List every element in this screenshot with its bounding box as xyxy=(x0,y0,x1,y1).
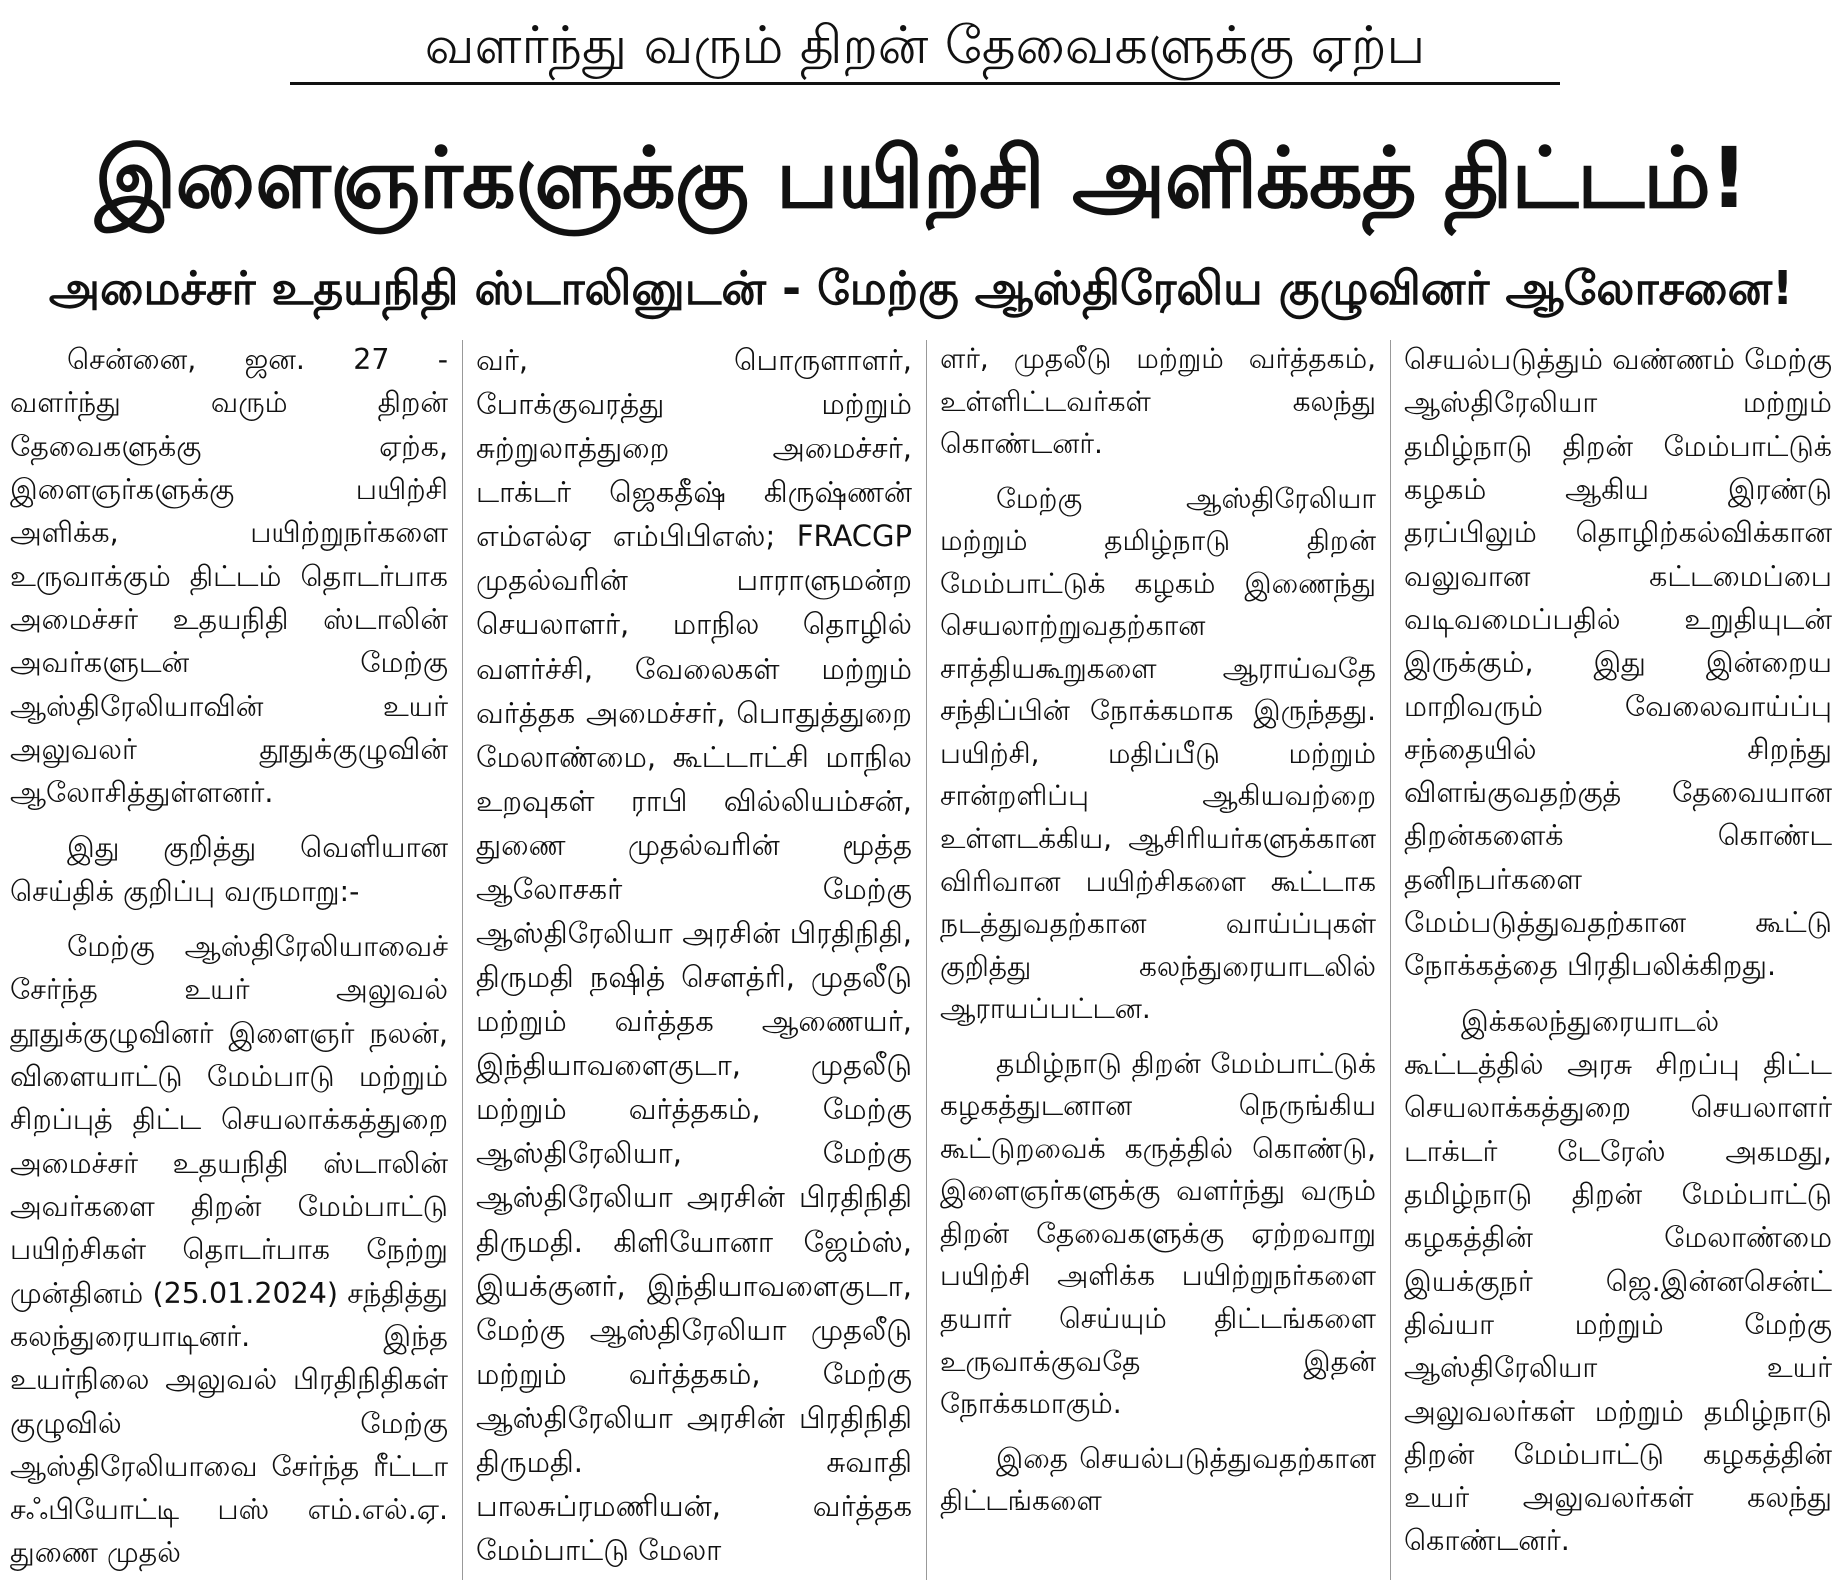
paragraph: தமிழ்நாடு திறன் மேம்பாட்டுக் கழகத்துடனான நெருங்கிய கூட்டுறவைக் கருத்தில் கொண்டு, இளைஞர்களுக்கு வளர்ந்து வரும் திறன் தேவைகளுக்கு ஏற்றவாறு பயிற்சி அளிக்க பயிற்றுநர்களை தயார் செய்யும் திட்டங்களை உருவாக்குவதே இதன் நோக்கமாகும். xyxy=(940,1046,1376,1421)
article-column-3 xyxy=(940,338,1376,1588)
column-divider xyxy=(462,340,463,1580)
headline: இளைஞர்களுக்கு பயிற்சி அளிக்கத் திட்டம்! xyxy=(94,129,1748,227)
article-column-4 xyxy=(1404,338,1832,1588)
paragraph: மேற்கு ஆஸ்திரேலியாவைச் சேர்ந்த உயர் அலுவல் தூதுக்குழுவினர் இளைஞர் நலன், விளையாட்டு மேம்பாடு மற்றும் சிறப்புத் திட்ட செயலாக்கத்துறை அமைச்சர் உதயநிதி ஸ்டாலின் அவர்களை திறன் மேம்பாட்டு பயிற்சிகள் தொடர்பாக நேற்று முன்தினம் (25.01.2024) சந்தித்து கலந்துரையாடினர். இந்த உயர்நிலை அலுவல் பிரதிநிதிகள் குழுவில் மேற்கு ஆஸ்திரேலியாவை சேர்ந்த ரீட்டா சஃபியோட்டி பஸ் எம்.எல்.ஏ. துணை முதல் xyxy=(10,930,448,1570)
paragraph: ளர், முதலீடு மற்றும் வர்த்தகம், உள்ளிட்டவர்கள் கலந்து கொண்டனர். xyxy=(940,342,1376,461)
article-column-1 xyxy=(10,338,448,1588)
column-divider xyxy=(926,340,927,1580)
subheadline: அமைச்சர் உதயநிதி ஸ்டாலினுடன் - மேற்கு ஆஸ்திரேலிய குழுவினர் ஆலோசனை! xyxy=(48,261,1794,315)
paragraph: இது குறித்து வெளியான செய்திக் குறிப்பு வருமாறு:- xyxy=(10,831,448,908)
paragraph: வர், பொருளாளர், போக்குவரத்து மற்றும் சுற்றுலாத்துறை அமைச்சர், டாக்டர் ஜெகதீஷ் கிருஷ்ணன் எம்எல்ஏ எம்பிபிஎஸ்; FRACGP முதல்வரின் பாராளுமன்ற செயலாளர், மாநில தொழில் வளர்ச்சி, வேலைகள் மற்றும் வர்த்தக அமைச்சர், பொதுத்துறை மேலாண்மை, கூட்டாட்சி மாநில உறவுகள் ராபி வில்லியம்சன், துணை முதல்வரின் மூத்த ஆலோசகர் மேற்கு ஆஸ்திரேலியா அரசின் பிரதிநிதி, திருமதி நஷித் சௌத்ரி, முதலீடு மற்றும் வர்த்தக ஆணையர், இந்தியாவளைகுடா, முதலீடு மற்றும் வர்த்தகம், மேற்கு ஆஸ்திரேலியா, மேற்கு ஆஸ்திரேலியா அரசின் பிரதிநிதி திருமதி. கிளியோனா ஜேம்ஸ், இயக்குனர், இந்தியாவளைகுடா, மேற்கு ஆஸ்திரேலியா முதலீடு மற்றும் வர்த்தகம், மேற்கு ஆஸ்திரேலியா அரசின் பிரதிநிதி திருமதி. சுவாதி பாலசுப்ரமணியன், வர்த்தக மேம்பாட்டு மேலா xyxy=(476,343,912,1568)
kicker: வளர்ந்து வரும் திறன் தேவைகளுக்கு ஏற்ப xyxy=(290,10,1560,85)
paragraph: மேற்கு ஆஸ்திரேலியா மற்றும் தமிழ்நாடு திறன் மேம்பாட்டுக் கழகம் இணைந்து செயலாற்றுவதற்கான சாத்தியகூறுகளை ஆராய்வதே சந்திப்பின் நோக்கமாக இருந்தது. பயிற்சி, மதிப்பீடு மற்றும் சான்றளிப்பு ஆகியவற்றை உள்ளடக்கிய, ஆசிரியர்களுக்கான விரிவான பயிற்சிகளை கூட்டாக நடத்துவதற்கான வாய்ப்புகள் குறித்து கலந்துரையாடலில் ஆராயப்பட்டன. xyxy=(940,481,1376,1026)
paragraph: செயல்படுத்தும் வண்ணம் மேற்கு ஆஸ்திரேலியா மற்றும் தமிழ்நாடு திறன் மேம்பாட்டுக் கழகம் ஆகிய இரண்டு தரப்பிலும் தொழிற்கல்விக்கான வலுவான கட்டமைப்பை வடிவமைப்பதில் உறுதியுடன் இருக்கும், இது இன்றைய மாறிவரும் வேலைவாய்ப்பு சந்தையில் சிறந்து விளங்குவதற்குத் தேவையான திறன்களைக் கொண்ட தனிநபர்களை மேம்படுத்துவதற்கான கூட்டு நோக்கத்தை பிரதிபலிக்கிறது. xyxy=(1404,343,1832,983)
paragraph: இதை செயல்படுத்துவதற்கான திட்டங்களை xyxy=(940,1441,1376,1518)
column-divider xyxy=(1390,340,1391,1580)
article-column-2 xyxy=(476,338,912,1588)
paragraph: இக்கலந்துரையாடல் கூட்டத்தில் அரசு சிறப்பு திட்ட செயலாக்கத்துறை செயலாளர் டாக்டர் டேரேஸ் அகமது, தமிழ்நாடு திறன் மேம்பாட்டு கழகத்தின் மேலாண்மை இயக்குநர் ஜெ.இன்னசென்ட் திவ்யா மற்றும் மேற்கு ஆஸ்திரேலியா உயர் அலுவலர்கள் மற்றும் தமிழ்நாடு திறன் மேம்பாட்டு கழகத்தின் உயர் அலுவலர்கள் கலந்து கொண்டனர். xyxy=(1404,1004,1832,1558)
paragraph: சென்னை, ஜன. 27 - வளர்ந்து வரும் திறன் தேவைகளுக்கு ஏற்க, இளைஞர்களுக்கு பயிற்சி அளிக்க, பயிற்றுநர்களை உருவாக்கும் திட்டம் தொடர்பாக அமைச்சர் உதயநிதி ஸ்டாலின் அவர்களுடன் மேற்கு ஆஸ்திரேலியாவின் உயர் அலுவலர் தூதுக்குழுவின் ஆலோசித்துள்ளனர். xyxy=(10,343,448,810)
